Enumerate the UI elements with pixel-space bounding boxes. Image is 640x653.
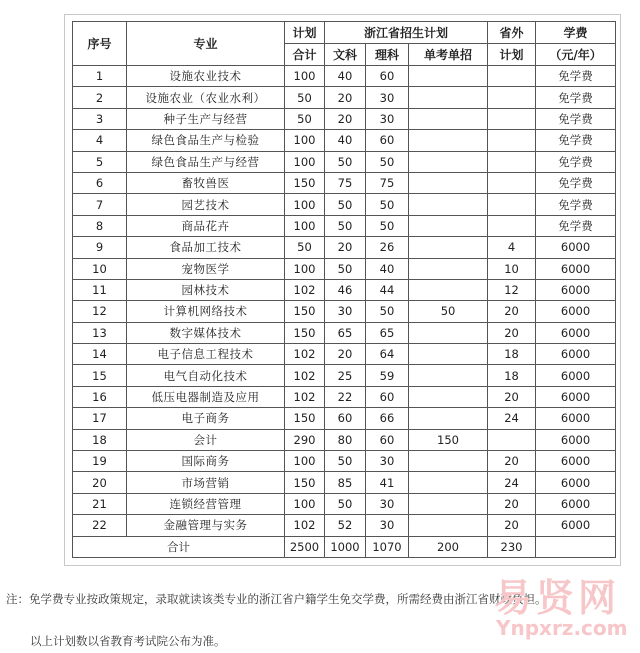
row-plan-total: 102 <box>285 515 325 536</box>
row-outside: 20 <box>488 301 536 322</box>
row-major: 国际商务 <box>127 451 285 472</box>
row-plan-total: 100 <box>285 194 325 215</box>
row-seq: 15 <box>73 365 127 386</box>
row-seq: 11 <box>73 279 127 300</box>
table-row <box>73 344 616 365</box>
table-row <box>73 66 616 87</box>
row-outside: 4 <box>488 237 536 258</box>
table-row <box>73 365 616 386</box>
table-row <box>73 279 616 300</box>
row-fee: 6000 <box>536 429 616 450</box>
row-major: 园艺技术 <box>127 194 285 215</box>
row-fee: 6000 <box>536 493 616 514</box>
table-row <box>73 172 616 193</box>
row-like: 50 <box>366 194 409 215</box>
row-like: 44 <box>366 279 409 300</box>
table-row <box>73 322 616 343</box>
row-major: 会计 <box>127 429 285 450</box>
col-header-seq: 序号 <box>73 22 127 66</box>
row-dankao <box>409 365 488 386</box>
row-outside <box>488 429 536 450</box>
table-row <box>73 237 616 258</box>
row-wenke: 60 <box>325 408 366 429</box>
row-wenke: 50 <box>325 151 366 172</box>
row-outside <box>488 130 536 151</box>
row-dankao <box>409 322 488 343</box>
row-fee: 6000 <box>536 408 616 429</box>
row-seq: 22 <box>73 515 127 536</box>
watermark-cn: 易贤网 <box>494 575 621 620</box>
row-like: 50 <box>366 301 409 322</box>
row-outside: 18 <box>488 365 536 386</box>
row-wenke: 20 <box>325 237 366 258</box>
row-like: 30 <box>366 451 409 472</box>
row-outside <box>488 66 536 87</box>
total-like: 1070 <box>366 536 409 557</box>
row-seq: 21 <box>73 493 127 514</box>
row-major: 金融管理与实务 <box>127 515 285 536</box>
row-fee: 免学费 <box>536 108 616 129</box>
row-plan-total: 100 <box>285 451 325 472</box>
row-seq: 7 <box>73 194 127 215</box>
row-fee: 免学费 <box>536 215 616 236</box>
row-major: 宠物医学 <box>127 258 285 279</box>
row-plan-total: 150 <box>285 172 325 193</box>
col-header-outside-top: 省外 <box>488 22 536 44</box>
table-row <box>73 130 616 151</box>
row-seq: 6 <box>73 172 127 193</box>
row-plan-total: 100 <box>285 130 325 151</box>
row-seq: 12 <box>73 301 127 322</box>
row-dankao <box>409 66 488 87</box>
row-like: 30 <box>366 87 409 108</box>
row-wenke: 40 <box>325 66 366 87</box>
row-outside <box>488 151 536 172</box>
row-dankao <box>409 108 488 129</box>
col-header-plan-top: 计划 <box>285 22 325 44</box>
row-wenke: 20 <box>325 87 366 108</box>
row-dankao <box>409 130 488 151</box>
table-header <box>73 22 616 66</box>
row-wenke: 80 <box>325 429 366 450</box>
row-wenke: 30 <box>325 301 366 322</box>
row-plan-total: 150 <box>285 301 325 322</box>
row-fee: 免学费 <box>536 87 616 108</box>
row-plan-total: 102 <box>285 386 325 407</box>
table-row <box>73 408 616 429</box>
row-like: 30 <box>366 493 409 514</box>
row-outside <box>488 194 536 215</box>
row-seq: 3 <box>73 108 127 129</box>
row-wenke: 65 <box>325 322 366 343</box>
col-header-major: 专业 <box>127 22 285 66</box>
row-fee: 免学费 <box>536 66 616 87</box>
table-row <box>73 87 616 108</box>
table-row <box>73 493 616 514</box>
watermark-url: Ynpxrz.com <box>496 616 628 640</box>
col-header-outside-bottom: 计划 <box>488 44 536 66</box>
row-seq: 10 <box>73 258 127 279</box>
row-dankao <box>409 515 488 536</box>
table-row <box>73 151 616 172</box>
row-dankao <box>409 215 488 236</box>
row-major: 计算机网络技术 <box>127 301 285 322</box>
row-plan-total: 100 <box>285 493 325 514</box>
row-like: 40 <box>366 258 409 279</box>
row-seq: 14 <box>73 344 127 365</box>
footnote: 注：免学费专业按政策规定，录取就读该类专业的浙江省户籍学生免交学费，所需经费由浙江省财政负担。 <box>6 592 547 606</box>
row-like: 60 <box>366 429 409 450</box>
col-header-fee-bottom: （元/年） <box>536 44 616 66</box>
row-fee: 6000 <box>536 237 616 258</box>
row-major: 连锁经营管理 <box>127 493 285 514</box>
row-dankao <box>409 472 488 493</box>
row-wenke: 50 <box>325 258 366 279</box>
total-label: 合计 <box>73 536 285 557</box>
row-seq: 2 <box>73 87 127 108</box>
row-outside: 20 <box>488 322 536 343</box>
row-plan-total: 290 <box>285 429 325 450</box>
row-major: 食品加工技术 <box>127 237 285 258</box>
row-major: 商品花卉 <box>127 215 285 236</box>
row-wenke: 46 <box>325 279 366 300</box>
total-dankao: 200 <box>409 536 488 557</box>
row-like: 41 <box>366 472 409 493</box>
row-like: 60 <box>366 386 409 407</box>
watermark-logo <box>494 575 634 650</box>
row-seq: 16 <box>73 386 127 407</box>
row-plan-total: 50 <box>285 237 325 258</box>
row-fee: 6000 <box>536 451 616 472</box>
row-fee: 6000 <box>536 258 616 279</box>
row-plan-total: 150 <box>285 408 325 429</box>
row-major: 市场营销 <box>127 472 285 493</box>
total-row <box>73 536 616 557</box>
row-seq: 1 <box>73 66 127 87</box>
table-row <box>73 108 616 129</box>
row-seq: 17 <box>73 408 127 429</box>
row-dankao <box>409 493 488 514</box>
col-header-zhejiang-plan: 浙江省招生计划 <box>325 22 488 44</box>
row-like: 64 <box>366 344 409 365</box>
row-plan-total: 50 <box>285 87 325 108</box>
row-like: 60 <box>366 66 409 87</box>
row-dankao <box>409 194 488 215</box>
table-row <box>73 386 616 407</box>
row-major: 数字媒体技术 <box>127 322 285 343</box>
row-outside <box>488 172 536 193</box>
row-dankao <box>409 408 488 429</box>
row-major: 畜牧兽医 <box>127 172 285 193</box>
row-seq: 19 <box>73 451 127 472</box>
row-outside: 20 <box>488 451 536 472</box>
row-major: 园林技术 <box>127 279 285 300</box>
row-plan-total: 100 <box>285 151 325 172</box>
row-fee: 6000 <box>536 344 616 365</box>
row-fee: 6000 <box>536 386 616 407</box>
row-fee: 6000 <box>536 472 616 493</box>
table-row <box>73 429 616 450</box>
row-major: 电子信息工程技术 <box>127 344 285 365</box>
row-fee: 6000 <box>536 515 616 536</box>
row-dankao <box>409 237 488 258</box>
row-wenke: 40 <box>325 130 366 151</box>
row-outside: 18 <box>488 344 536 365</box>
row-outside <box>488 108 536 129</box>
row-plan-total: 150 <box>285 472 325 493</box>
row-wenke: 20 <box>325 108 366 129</box>
row-plan-total: 100 <box>285 66 325 87</box>
total-outside: 230 <box>488 536 536 557</box>
row-wenke: 50 <box>325 215 366 236</box>
row-major: 电气自动化技术 <box>127 365 285 386</box>
row-seq: 4 <box>73 130 127 151</box>
col-header-dankao: 单考单招 <box>409 44 488 66</box>
row-fee: 免学费 <box>536 194 616 215</box>
row-plan-total: 150 <box>285 322 325 343</box>
table-row <box>73 301 616 322</box>
row-wenke: 20 <box>325 344 366 365</box>
table-row <box>73 472 616 493</box>
row-wenke: 50 <box>325 194 366 215</box>
row-fee: 6000 <box>536 322 616 343</box>
row-outside <box>488 87 536 108</box>
row-major: 设施农业（农业水利） <box>127 87 285 108</box>
table-row <box>73 451 616 472</box>
row-like: 66 <box>366 408 409 429</box>
row-outside: 24 <box>488 472 536 493</box>
row-dankao <box>409 344 488 365</box>
row-major: 低压电器制造及应用 <box>127 386 285 407</box>
row-plan-total: 102 <box>285 344 325 365</box>
table-body <box>73 66 616 537</box>
col-header-wenke: 文科 <box>325 44 366 66</box>
row-seq: 5 <box>73 151 127 172</box>
table-row <box>73 215 616 236</box>
row-like: 75 <box>366 172 409 193</box>
row-seq: 20 <box>73 472 127 493</box>
row-outside: 10 <box>488 258 536 279</box>
row-major: 电子商务 <box>127 408 285 429</box>
row-seq: 13 <box>73 322 127 343</box>
row-fee: 6000 <box>536 365 616 386</box>
row-like: 30 <box>366 108 409 129</box>
row-like: 26 <box>366 237 409 258</box>
total-fee <box>536 536 616 557</box>
row-dankao <box>409 258 488 279</box>
row-dankao <box>409 279 488 300</box>
row-wenke: 50 <box>325 493 366 514</box>
row-fee: 免学费 <box>536 172 616 193</box>
table-row <box>73 258 616 279</box>
row-major: 绿色食品生产与检验 <box>127 130 285 151</box>
row-dankao <box>409 151 488 172</box>
enrollment-plan-table <box>72 21 616 558</box>
row-dankao <box>409 451 488 472</box>
row-fee: 免学费 <box>536 130 616 151</box>
row-outside: 20 <box>488 493 536 514</box>
col-header-plan-bottom: 合计 <box>285 44 325 66</box>
table-row <box>73 515 616 536</box>
total-wenke: 1000 <box>325 536 366 557</box>
footnote-source: 以上计划数以省教育考试院公布为准。 <box>30 634 226 648</box>
row-plan-total: 102 <box>285 365 325 386</box>
row-outside: 20 <box>488 386 536 407</box>
row-major: 种子生产与经营 <box>127 108 285 129</box>
row-seq: 18 <box>73 429 127 450</box>
row-dankao: 50 <box>409 301 488 322</box>
col-header-fee-top: 学费 <box>536 22 616 44</box>
table-row <box>73 194 616 215</box>
row-wenke: 75 <box>325 172 366 193</box>
row-outside: 20 <box>488 515 536 536</box>
row-seq: 8 <box>73 215 127 236</box>
row-like: 65 <box>366 322 409 343</box>
total-plan: 2500 <box>285 536 325 557</box>
row-like: 60 <box>366 130 409 151</box>
row-like: 59 <box>366 365 409 386</box>
row-outside <box>488 215 536 236</box>
row-fee: 免学费 <box>536 151 616 172</box>
row-dankao <box>409 386 488 407</box>
row-wenke: 22 <box>325 386 366 407</box>
row-plan-total: 102 <box>285 279 325 300</box>
row-seq: 9 <box>73 237 127 258</box>
row-wenke: 85 <box>325 472 366 493</box>
row-like: 50 <box>366 215 409 236</box>
row-wenke: 25 <box>325 365 366 386</box>
row-dankao <box>409 172 488 193</box>
col-header-like: 理科 <box>366 44 409 66</box>
row-dankao: 150 <box>409 429 488 450</box>
row-fee: 6000 <box>536 279 616 300</box>
row-major: 绿色食品生产与经营 <box>127 151 285 172</box>
row-like: 50 <box>366 151 409 172</box>
row-dankao <box>409 87 488 108</box>
row-plan-total: 100 <box>285 258 325 279</box>
row-plan-total: 100 <box>285 215 325 236</box>
row-outside: 24 <box>488 408 536 429</box>
row-outside: 12 <box>488 279 536 300</box>
row-major: 设施农业技术 <box>127 66 285 87</box>
row-like: 30 <box>366 515 409 536</box>
row-fee: 6000 <box>536 301 616 322</box>
row-wenke: 50 <box>325 451 366 472</box>
row-plan-total: 50 <box>285 108 325 129</box>
row-wenke: 52 <box>325 515 366 536</box>
